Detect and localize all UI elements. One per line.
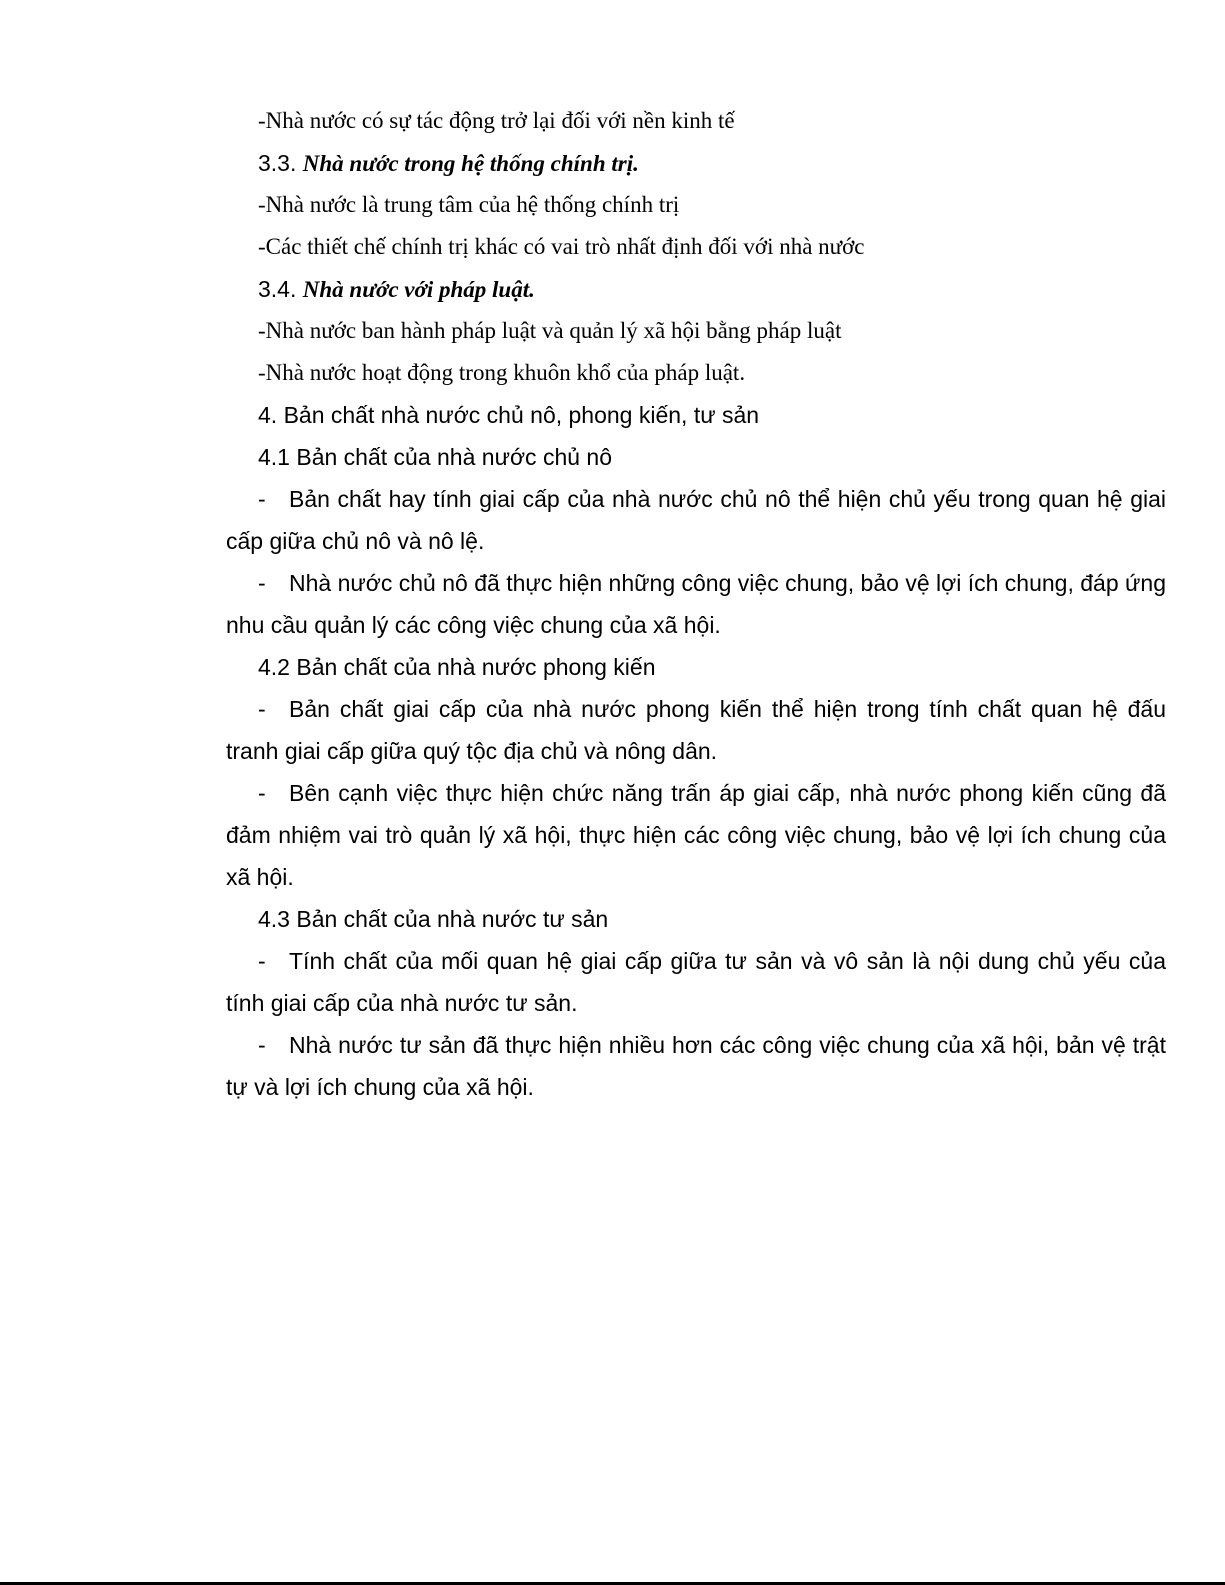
- document-body: [226, 100, 1166, 1108]
- bullet-dash: -: [258, 570, 266, 596]
- paragraph-4-2-a: [226, 688, 1166, 772]
- text-line-political-institutions: -Các thiết chế chính trị khác có vai trò nhất định đối với nhà nước: [258, 234, 865, 259]
- paragraph-4-3-b: [226, 1024, 1166, 1108]
- paragraph-4-2-b: [226, 772, 1166, 898]
- text-line-economy: -Nhà nước có sự tác động trở lại đối với nền kinh tế: [258, 108, 735, 133]
- paragraph-4-1-a: [226, 478, 1166, 562]
- bullet-dash: -: [258, 780, 266, 806]
- text-line-law-issuance: -Nhà nước ban hành pháp luật và quản lý xã hội bằng pháp luật: [258, 318, 842, 343]
- text-line-law-framework: -Nhà nước hoạt động trong khuôn khổ của pháp luật.: [258, 360, 746, 385]
- heading-4: 4. Bản chất nhà nước chủ nô, phong kiến, tư sản: [258, 402, 760, 428]
- heading-3-4-number: 3.4.: [258, 276, 303, 302]
- bullet-dash: -: [258, 948, 266, 974]
- bullet-dash: -: [258, 486, 266, 512]
- paragraph-4-1-a-text: Bản chất hay tính giai cấp của nhà nước chủ nô thể hiện chủ yếu trong quan hệ giai cấp giữa chủ nô và nô lệ.: [226, 486, 1166, 554]
- paragraph-4-1-b-text: Nhà nước chủ nô đã thực hiện những công việc chung, bảo vệ lợi ích chung, đáp ứng nhu cầu quản lý các công việc chung của xã hội.: [226, 570, 1166, 638]
- bullet-dash: -: [258, 1032, 266, 1058]
- heading-3-3-number: 3.3.: [258, 150, 303, 176]
- heading-3-4: [226, 268, 1166, 310]
- heading-4-2: 4.2 Bản chất của nhà nước phong kiến: [258, 654, 656, 680]
- paragraph-4-3-a-text: Tính chất của mối quan hệ giai cấp giữa tư sản và vô sản là nội dung chủ yếu của tính giai cấp của nhà nước tư sản.: [226, 948, 1166, 1016]
- paragraph-4-2-b-text: Bên cạnh việc thực hiện chức năng trấn áp giai cấp, nhà nước phong kiến cũng đã đảm nhiệm vai trò quản lý xã hội, thực hiện các công việc chung, bảo vệ lợi ích chung của xã hội.: [226, 780, 1166, 890]
- heading-3-4-title: Nhà nước với pháp luật.: [302, 277, 535, 302]
- heading-4-1: 4.1 Bản chất của nhà nước chủ nô: [258, 444, 612, 470]
- paragraph-4-3-b-text: Nhà nước tư sản đã thực hiện nhiều hơn các công việc chung của xã hội, bản vệ trật tự và lợi ích chung của xã hội.: [226, 1032, 1166, 1100]
- paragraph-4-1-b: [226, 562, 1166, 646]
- paragraph-4-2-a-text: Bản chất giai cấp của nhà nước phong kiến thể hiện trong tính chất quan hệ đấu tranh giai cấp giữa quý tộc địa chủ và nông dân.: [226, 696, 1166, 764]
- heading-3-3-title: Nhà nước trong hệ thống chính trị.: [302, 151, 639, 176]
- heading-3-3: [226, 142, 1166, 184]
- text-line-political-center: -Nhà nước là trung tâm của hệ thống chính trị: [258, 192, 680, 217]
- heading-4-3: 4.3 Bản chất của nhà nước tư sản: [258, 906, 609, 932]
- bullet-dash: -: [258, 696, 266, 722]
- paragraph-4-3-a: [226, 940, 1166, 1024]
